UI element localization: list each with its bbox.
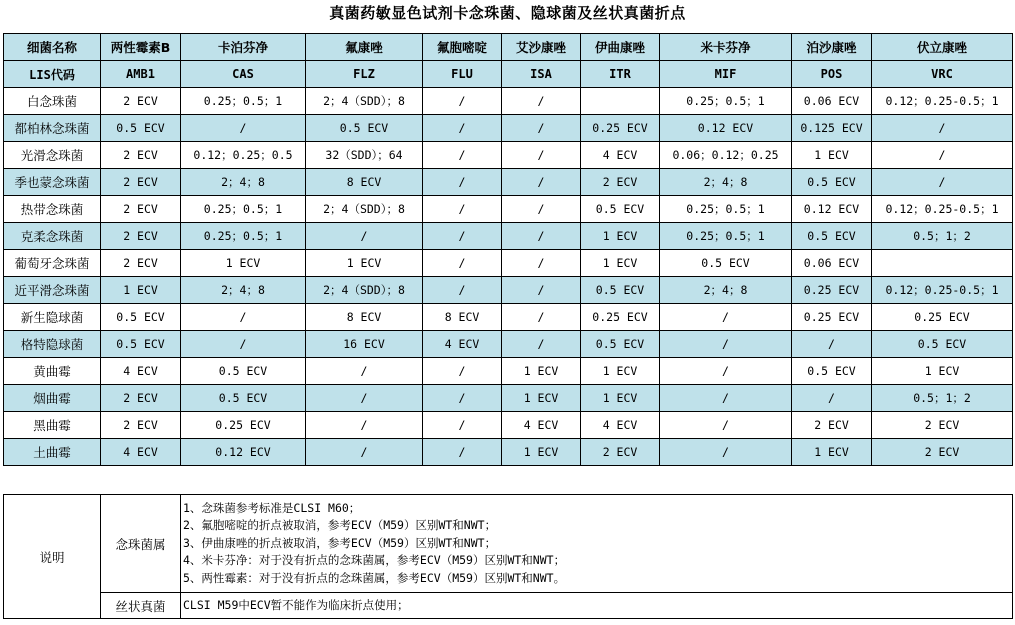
breakpoint-cell: 0.12 ECV	[660, 115, 792, 142]
header-drug-name: 氟胞嘧啶	[423, 34, 502, 61]
organism-name: 光滑念珠菌	[4, 142, 101, 169]
note-line: 5、两性霉素：对于没有折点的念珠菌属，参考ECV（M59）区别WT和NWT。	[183, 570, 566, 585]
breakpoint-cell: 2 ECV	[101, 88, 181, 115]
breakpoint-cell: 0.5 ECV	[306, 115, 423, 142]
breakpoint-cell: 32（SDD）；64	[306, 142, 423, 169]
breakpoint-cell: 0.5 ECV	[581, 277, 660, 304]
breakpoint-cell: 0.12 ECV	[792, 196, 872, 223]
breakpoint-cell: 2 ECV	[872, 412, 1013, 439]
breakpoint-cell: 0.12；0.25；0.5	[181, 142, 306, 169]
breakpoint-cell: 0.25 ECV	[181, 412, 306, 439]
breakpoint-cell: /	[872, 169, 1013, 196]
breakpoint-cell: 0.12；0.25-0.5；1	[872, 88, 1013, 115]
breakpoint-cell: 0.25 ECV	[581, 304, 660, 331]
breakpoint-cell: /	[181, 115, 306, 142]
breakpoint-cell	[581, 88, 660, 115]
breakpoint-cell: /	[423, 115, 502, 142]
breakpoint-cell: 1 ECV	[101, 277, 181, 304]
header-drug-name: 卡泊芬净	[181, 34, 306, 61]
breakpoint-cell: 1 ECV	[581, 223, 660, 250]
table-row	[4, 412, 1013, 439]
breakpoint-cell: 16 ECV	[306, 331, 423, 358]
breakpoint-cell: 2 ECV	[581, 439, 660, 466]
breakpoint-cell	[872, 250, 1013, 277]
breakpoint-cell: 0.5 ECV	[181, 385, 306, 412]
breakpoint-cell: /	[181, 331, 306, 358]
breakpoint-cell: 0.25 ECV	[872, 304, 1013, 331]
breakpoint-cell: 4 ECV	[101, 439, 181, 466]
breakpoint-cell: 0.5 ECV	[101, 304, 181, 331]
breakpoint-cell: 4 ECV	[502, 412, 581, 439]
breakpoint-cell: /	[423, 196, 502, 223]
breakpoint-cell: /	[423, 169, 502, 196]
breakpoint-cell: /	[792, 331, 872, 358]
breakpoint-cell: 0.5 ECV	[660, 250, 792, 277]
breakpoint-cell: /	[872, 142, 1013, 169]
breakpoint-cell: 0.06 ECV	[792, 250, 872, 277]
breakpoint-cell: 0.5 ECV	[181, 358, 306, 385]
breakpoint-cell: /	[502, 304, 581, 331]
header-name-label: 细菌名称	[4, 34, 101, 61]
breakpoint-cell: /	[502, 223, 581, 250]
breakpoint-cell: 0.5 ECV	[792, 223, 872, 250]
breakpoint-cell: 2 ECV	[101, 385, 181, 412]
organism-name: 黑曲霉	[4, 412, 101, 439]
note-line: 1、念珠菌参考标准是CLSI M60；	[183, 500, 361, 515]
table-row	[4, 304, 1013, 331]
breakpoint-cell: 2 ECV	[101, 223, 181, 250]
breakpoint-cell: /	[423, 358, 502, 385]
breakpoint-cell: /	[660, 304, 792, 331]
breakpoint-cell: /	[660, 385, 792, 412]
organism-name: 黄曲霉	[4, 358, 101, 385]
breakpoint-cell: 0.5 ECV	[581, 196, 660, 223]
table-row	[4, 439, 1013, 466]
breakpoint-cell: 0.12；0.25-0.5；1	[872, 277, 1013, 304]
breakpoint-cell: /	[423, 385, 502, 412]
breakpoint-cell: 0.5；1；2	[872, 385, 1013, 412]
breakpoint-cell: 0.25 ECV	[792, 304, 872, 331]
breakpoint-cell: /	[181, 304, 306, 331]
breakpoint-cell: 8 ECV	[306, 169, 423, 196]
breakpoint-cell: 0.06 ECV	[792, 88, 872, 115]
header-code-label: LIS代码	[4, 61, 101, 88]
breakpoint-cell: 0.25；0.5；1	[660, 196, 792, 223]
header-drug-code: VRC	[872, 61, 1013, 88]
header-drug-code: ISA	[502, 61, 581, 88]
breakpoint-cell: 2；4；8	[181, 169, 306, 196]
breakpoint-cell: 1 ECV	[502, 358, 581, 385]
breakpoint-cell: 0.5 ECV	[872, 331, 1013, 358]
breakpoint-cell: 2；4（SDD）；8	[306, 277, 423, 304]
organism-name: 克柔念珠菌	[4, 223, 101, 250]
breakpoint-cell: 1 ECV	[581, 250, 660, 277]
breakpoint-cell: /	[423, 439, 502, 466]
breakpoint-cell: /	[502, 115, 581, 142]
header-drug-name: 泊沙康唑	[792, 34, 872, 61]
breakpoint-cell: 4 ECV	[581, 142, 660, 169]
breakpoint-cell: 2 ECV	[101, 250, 181, 277]
breakpoint-cell: /	[502, 169, 581, 196]
breakpoint-cell: 2 ECV	[581, 169, 660, 196]
breakpoint-cell: 0.06；0.12；0.25	[660, 142, 792, 169]
breakpoint-cell: /	[502, 88, 581, 115]
organism-name: 季也蒙念珠菌	[4, 169, 101, 196]
table-row	[4, 223, 1013, 250]
breakpoint-cell: /	[792, 385, 872, 412]
breakpoint-cell: 2 ECV	[101, 196, 181, 223]
breakpoint-cell: /	[423, 88, 502, 115]
breakpoint-cell: /	[423, 250, 502, 277]
breakpoint-cell: /	[502, 250, 581, 277]
breakpoint-cell: 0.125 ECV	[792, 115, 872, 142]
breakpoint-cell: 1 ECV	[792, 439, 872, 466]
breakpoint-cell: 2；4（SDD）；8	[306, 196, 423, 223]
breakpoint-cell: 0.5；1；2	[872, 223, 1013, 250]
header-drug-names	[4, 34, 1013, 61]
header-drug-name: 艾沙康唑	[502, 34, 581, 61]
breakpoint-cell: 2 ECV	[101, 412, 181, 439]
breakpoint-cell: 1 ECV	[792, 142, 872, 169]
breakpoint-cell: /	[306, 412, 423, 439]
breakpoint-cell: 0.25；0.5；1	[660, 88, 792, 115]
breakpoint-cell: /	[502, 196, 581, 223]
organism-name: 烟曲霉	[4, 385, 101, 412]
breakpoint-cell: /	[660, 439, 792, 466]
breakpoint-table	[3, 33, 1013, 466]
table-row	[4, 142, 1013, 169]
breakpoint-cell: 0.5 ECV	[581, 331, 660, 358]
organism-name: 热带念珠菌	[4, 196, 101, 223]
breakpoint-cell: 0.12；0.25-0.5；1	[872, 196, 1013, 223]
table-row	[4, 196, 1013, 223]
notes-table	[3, 494, 1013, 619]
breakpoint-cell: /	[502, 331, 581, 358]
header-drug-name: 伊曲康唑	[581, 34, 660, 61]
breakpoint-cell: 2；4；8	[660, 169, 792, 196]
notes-row-candida	[4, 495, 1013, 593]
breakpoint-cell: /	[660, 358, 792, 385]
breakpoint-cell: 4 ECV	[101, 358, 181, 385]
organism-name: 近平滑念珠菌	[4, 277, 101, 304]
note-line: 4、米卡芬净：对于没有折点的念珠菌属，参考ECV（M59）区别WT和NWT；	[183, 553, 566, 568]
breakpoint-cell: 8 ECV	[306, 304, 423, 331]
breakpoint-cell: /	[306, 439, 423, 466]
table-row	[4, 358, 1013, 385]
table-row	[4, 277, 1013, 304]
breakpoint-cell: 0.5 ECV	[792, 358, 872, 385]
table-row	[4, 331, 1013, 358]
header-drug-code: AMB1	[101, 61, 181, 88]
breakpoint-cell: 8 ECV	[423, 304, 502, 331]
breakpoint-cell: 1 ECV	[502, 385, 581, 412]
table-row	[4, 115, 1013, 142]
notes-mold-text: CLSI M59中ECV暂不能作为临床折点使用；	[181, 593, 1013, 619]
table-row	[4, 250, 1013, 277]
notes-label: 说明	[4, 495, 101, 619]
breakpoint-cell: 1 ECV	[872, 358, 1013, 385]
breakpoint-cell: 2 ECV	[101, 142, 181, 169]
document-title: 真菌药敏显色试剂卡念珠菌、隐球菌及丝状真菌折点	[329, 4, 686, 22]
breakpoint-cell: 1 ECV	[306, 250, 423, 277]
notes-category-candida: 念珠菌属	[101, 495, 181, 593]
header-drug-name: 伏立康唑	[872, 34, 1013, 61]
header-drug-code: MIF	[660, 61, 792, 88]
breakpoint-cell: 2 ECV	[101, 169, 181, 196]
breakpoint-cell: 2 ECV	[872, 439, 1013, 466]
header-drug-code: CAS	[181, 61, 306, 88]
note-line: 2、氟胞嘧啶的折点被取消，参考ECV（M59）区别WT和NWT；	[183, 518, 497, 533]
breakpoint-cell: 0.25 ECV	[792, 277, 872, 304]
organism-name: 都柏林念珠菌	[4, 115, 101, 142]
breakpoint-cell: 0.12 ECV	[181, 439, 306, 466]
table-row	[4, 385, 1013, 412]
breakpoint-cell: 1 ECV	[502, 439, 581, 466]
breakpoint-cell: 1 ECV	[581, 385, 660, 412]
table-row	[4, 88, 1013, 115]
table-body	[4, 88, 1013, 466]
notes-category-mold: 丝状真菌	[101, 593, 181, 619]
header-drug-code: FLU	[423, 61, 502, 88]
breakpoint-cell: /	[872, 115, 1013, 142]
header-drug-name: 米卡芬净	[660, 34, 792, 61]
breakpoint-cell: /	[306, 385, 423, 412]
header-drug-code: FLZ	[306, 61, 423, 88]
breakpoint-cell: /	[660, 331, 792, 358]
note-line: 3、伊曲康唑的折点被取消，参考ECV（M59）区别WT和NWT；	[183, 535, 497, 550]
breakpoint-cell: 2；4（SDD）；8	[306, 88, 423, 115]
header-drug-code: POS	[792, 61, 872, 88]
table-row	[4, 169, 1013, 196]
organism-name: 土曲霉	[4, 439, 101, 466]
breakpoint-cell: 1 ECV	[581, 358, 660, 385]
organism-name: 白念珠菌	[4, 88, 101, 115]
header-drug-name: 氟康唑	[306, 34, 423, 61]
breakpoint-cell: 2；4；8	[181, 277, 306, 304]
breakpoint-cell: 0.25；0.5；1	[181, 223, 306, 250]
breakpoint-cell: 0.5 ECV	[792, 169, 872, 196]
breakpoint-cell: /	[423, 142, 502, 169]
breakpoint-cell: 0.5 ECV	[101, 115, 181, 142]
breakpoint-cell: 0.25；0.5；1	[181, 88, 306, 115]
breakpoint-cell: /	[306, 358, 423, 385]
breakpoint-cell: 2；4；8	[660, 277, 792, 304]
breakpoint-cell: /	[502, 277, 581, 304]
breakpoint-cell: /	[502, 142, 581, 169]
breakpoint-cell: 0.25；0.5；1	[181, 196, 306, 223]
breakpoint-cell: 0.25；0.5；1	[660, 223, 792, 250]
notes-candida-text	[181, 495, 1013, 593]
breakpoint-cell: /	[306, 223, 423, 250]
breakpoint-cell: 2 ECV	[792, 412, 872, 439]
organism-name: 格特隐球菌	[4, 331, 101, 358]
header-drug-name: 两性霉素B	[101, 34, 181, 61]
breakpoint-cell: 0.5 ECV	[101, 331, 181, 358]
breakpoint-cell: /	[423, 412, 502, 439]
breakpoint-cell: 4 ECV	[581, 412, 660, 439]
breakpoint-cell: 1 ECV	[181, 250, 306, 277]
breakpoint-cell: /	[423, 223, 502, 250]
breakpoint-cell: 0.25 ECV	[581, 115, 660, 142]
header-lis-codes	[4, 61, 1013, 88]
breakpoint-cell: /	[660, 412, 792, 439]
header-drug-code: ITR	[581, 61, 660, 88]
notes-row-mold	[4, 593, 1013, 619]
breakpoint-cell: /	[423, 277, 502, 304]
breakpoint-cell: 4 ECV	[423, 331, 502, 358]
organism-name: 新生隐球菌	[4, 304, 101, 331]
organism-name: 葡萄牙念珠菌	[4, 250, 101, 277]
